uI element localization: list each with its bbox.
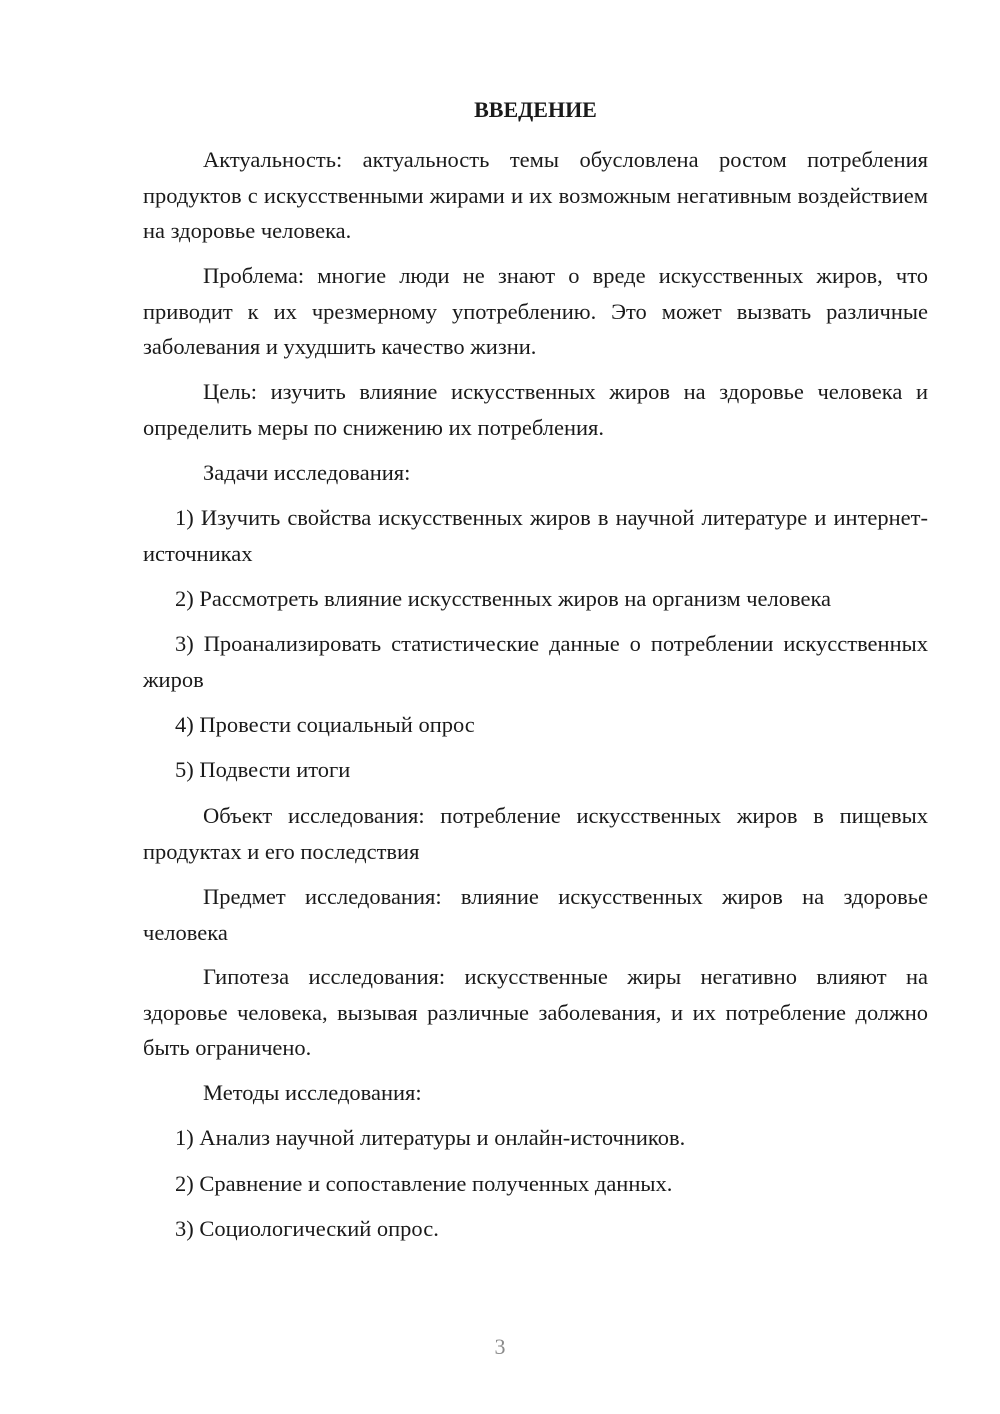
paragraph-relevance: Актуальность: актуальность темы обусловлена ростом потребления продуктов с искусственными жирами и их возможным негативным воздействием на здоровье человека. [143,147,928,243]
method-item-2: 2) Сравнение и сопоставление полученных данных. [175,1171,673,1196]
paragraph-problem: Проблема: многие люди не знают о вреде искусственных жиров, что приводит к их чрезмерному употреблению. Это может вызвать различные заболевания и ухудшить качество жизни. [143,263,928,359]
page-number: 3 [494,1334,506,1359]
task-item-5: 5) Подвести итоги [175,757,351,782]
paragraph-hypothesis: Гипотеза исследования: искусственные жиры негативно влияют на здоровье человека, вызывая различные заболевания, и их потребление должно быть ограничено. [143,964,928,1060]
method-item-1: 1) Анализ научной литературы и онлайн-источников. [175,1125,686,1150]
paragraph-object: Объект исследования: потребление искусственных жиров в пищевых продуктах и его последствия [143,803,928,864]
task-item-1: 1) Изучить свойства искусственных жиров в научной литературе и интернет-источниках [143,505,928,566]
section-heading: ВВЕДЕНИЕ [474,97,597,122]
paragraph-tasks-heading: Задачи исследования: [203,460,411,485]
paragraph-subject: Предмет исследования: влияние искусственных жиров на здоровье человека [143,884,928,945]
paragraph-goal: Цель: изучить влияние искусственных жиров на здоровье человека и определить меры по снижению их потребления. [143,379,928,440]
method-item-3: 3) Социологический опрос. [175,1216,439,1241]
task-item-3: 3) Проанализировать статистические данные о потреблении искусственных жиров [143,631,928,692]
task-item-4: 4) Провести социальный опрос [175,712,475,737]
task-item-2: 2) Рассмотреть влияние искусственных жиров на организм человека [175,586,832,611]
paragraph-methods-heading: Методы исследования: [203,1080,422,1105]
